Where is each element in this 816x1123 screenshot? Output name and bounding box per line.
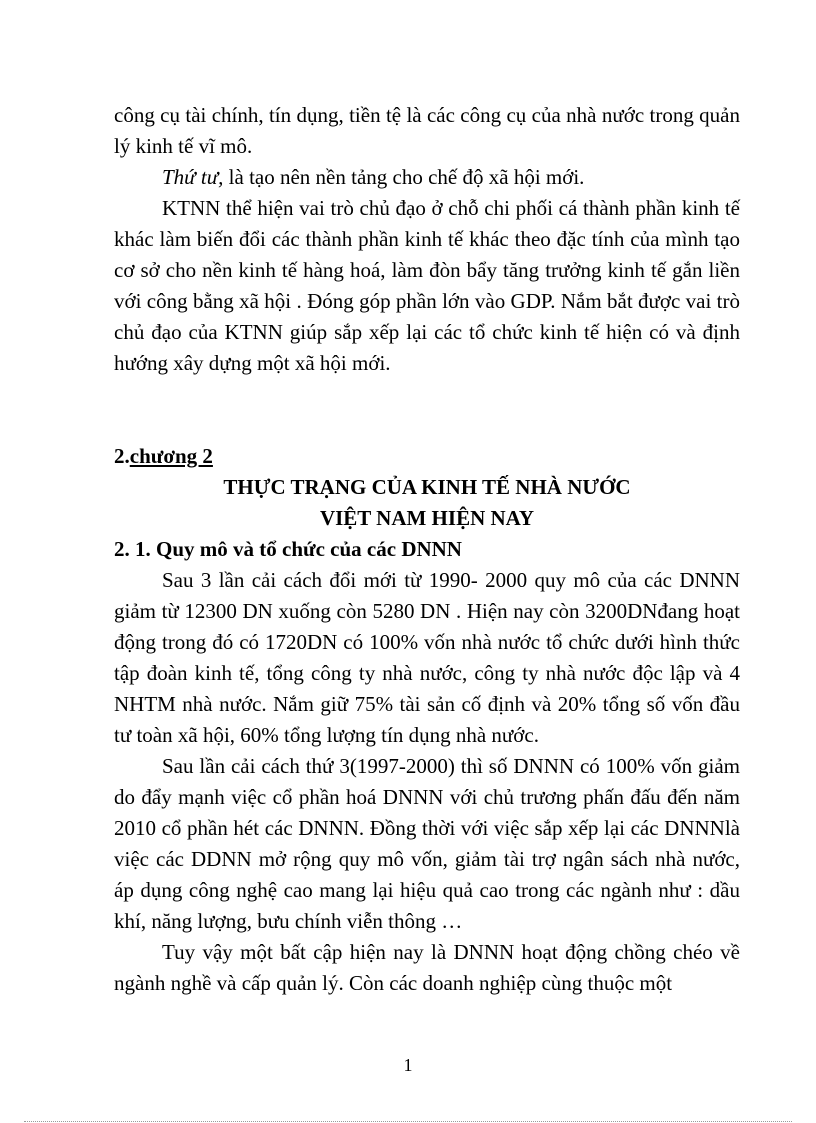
- paragraph-reform: Sau lần cải cách thứ 3(1997-2000) thì số DNNN có 100% vốn giảm do đẩy mạnh việc cổ phần hoá DNNN với chủ trương phấn đấu đến năm 2010 cổ phần hét các DNNN. Đồng thời với việc sắp xếp lại các DNNNlà việc các DDNN mở rộng quy mô vốn, giảm tài trợ ngân sách nhà nước, áp dụng công nghệ cao mang lại hiệu quả cao trong các ngành như : dầu khí, năng lượng, bưu chính viễn thông …: [114, 754, 740, 933]
- page-number: 1: [403, 1055, 413, 1075]
- paragraph-overlap-line-1: Tuy vậy một bất cập hiện nay là DNNN hoạt động chồng chéo về: [162, 940, 740, 964]
- page-content: [114, 100, 740, 999]
- chapter-title-line-1: THỰC TRẠNG CỦA KINH TẾ NHÀ NƯỚC: [223, 475, 631, 499]
- paragraph-thu-tu-text: là tạo nên nền tảng cho chế độ xã hội mới.: [223, 165, 585, 189]
- chapter-number: 2.: [114, 444, 130, 468]
- paragraph-lead-italic: Thứ tư,: [162, 165, 224, 189]
- paragraph-scale: Sau 3 lần cải cách đổi mới từ 1990- 2000 quy mô của các DNNN giảm từ 12300 DN xuống còn 5280 DN . Hiện nay còn 3200DNđang hoạt động trong đó có 1720DN có 100% vốn nhà nước tổ chức dưới hình thức tập đoàn kinh tế, tổng công ty nhà nước, công ty nhà nước độc lập và 4 NHTM nhà nước. Nắm giữ 75% tài sản cố định và 20% tổng số vốn đầu tư toàn xã hội, 60% tổng lượng tín dụng nhà nước.: [114, 568, 740, 747]
- paragraph-ktnn-role: KTNN thể hiện vai trò chủ đạo ở chỗ chi phối cá thành phần kinh tế khác làm biến đổi các thành phần kinh tế khác theo đặc tính của mình tạo cơ sở cho nền kinh tế hàng hoá, làm đòn bẩy tăng trưởng kinh tế gắn liền với công bằng xã hội . Đóng góp phần lớn vào GDP. Nắm bắt được vai trò chủ đạo của KTNN giúp sắp xếp lại các tổ chức kinh tế hiện có và định hướng xây dựng một xã hội mới.: [114, 196, 740, 375]
- chapter-label: chương 2: [129, 444, 213, 468]
- paragraph-continued: công cụ tài chính, tín dụng, tiền tệ là các công cụ của nhà nước trong quản lý kinh tế vĩ mô.: [114, 103, 740, 158]
- page-bottom-dotted-divider: [24, 1121, 792, 1122]
- paragraph-thu-tu: [114, 162, 740, 193]
- paragraph-overlap-line-2: ngành nghề và cấp quản lý. Còn các doanh nghiệp cùng thuộc một: [114, 971, 673, 995]
- section-heading: 2. 1. Quy mô và tổ chức của các DNNN: [114, 537, 462, 561]
- chapter-title-line-2: VIỆT NAM HIỆN NAY: [319, 506, 535, 530]
- chapter-heading: [114, 441, 740, 472]
- section-spacer: [114, 379, 740, 441]
